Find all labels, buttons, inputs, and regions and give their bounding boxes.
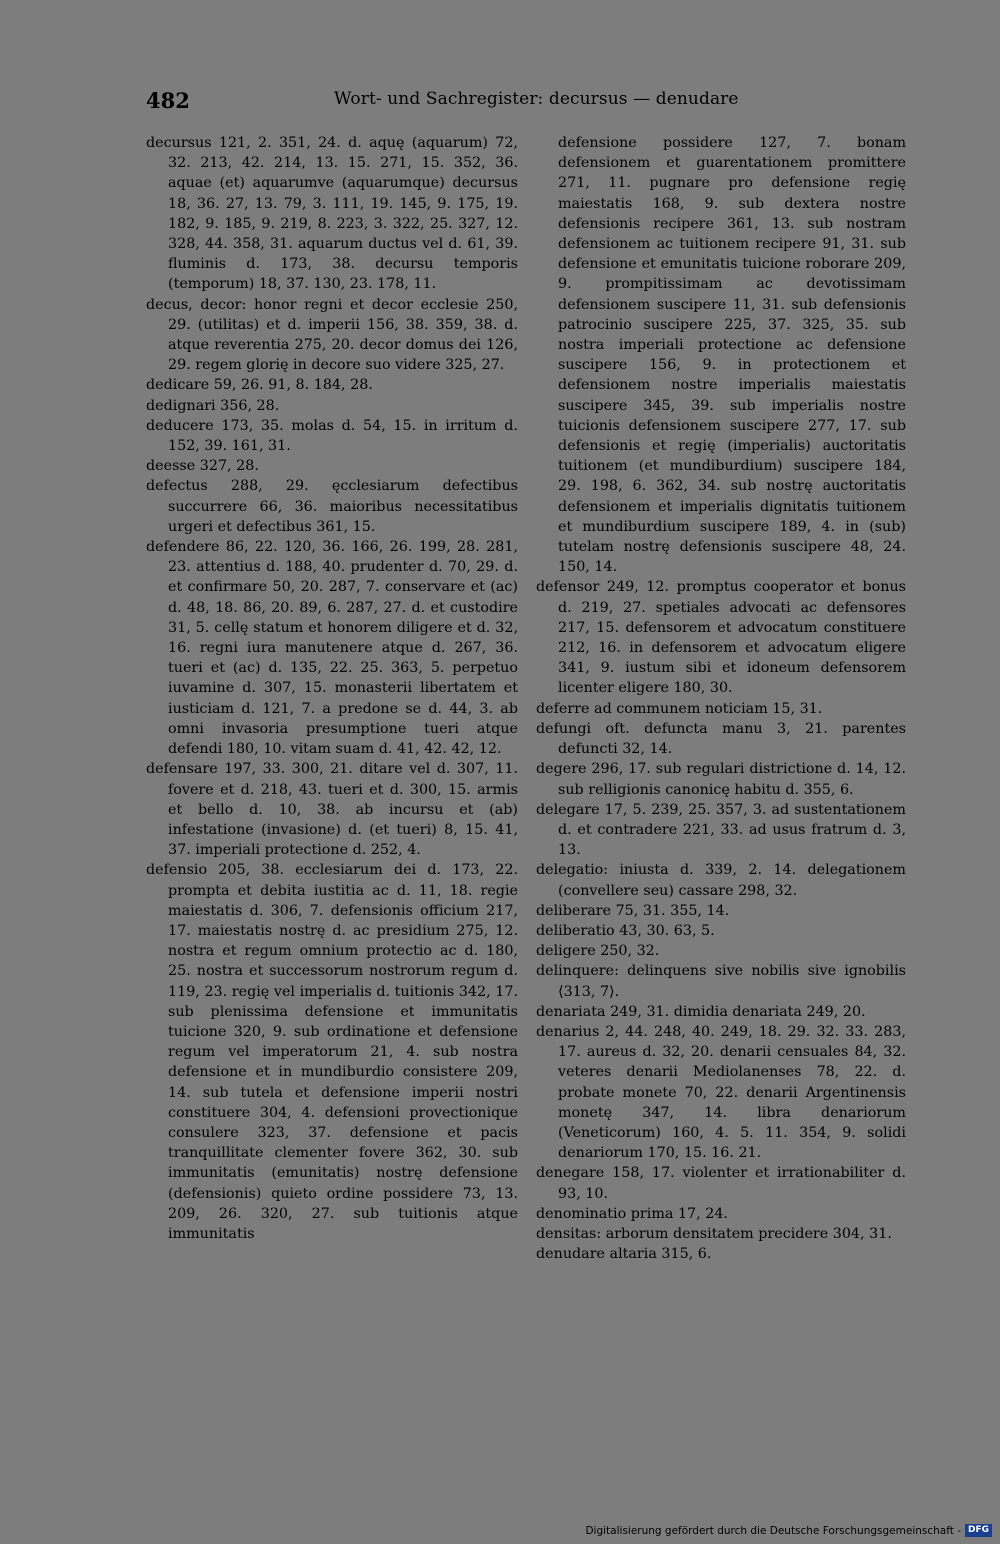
- index-entry: defensare 197, 33. 300, 21. ditare vel d. 307, 11. fovere et d. 218, 43. tueri et d. 300, 15. armis et bello d. 10, 38. ab incursu et (ab) infestatione (invasione) d. (et tueri) 8, 15. 41, 37. imperiali protectione d. 252, 4.: [146, 761, 518, 859]
- index-entry: defectus 288, 29. ęcclesiarum defectibus succurrere 66, 36. maioribus necessitatibus urgeri et defectibus 361, 15.: [146, 478, 518, 535]
- right-column: [536, 133, 906, 1264]
- index-entry: deesse 327, 28.: [146, 458, 259, 475]
- index-entry: denudare altaria 315, 6.: [536, 1246, 712, 1263]
- index-entry: denominatio prima 17, 24.: [536, 1205, 728, 1222]
- index-entry: delegatio: iniusta d. 339, 2. 14. delegationem (convellere seu) cassare 298, 32.: [536, 862, 906, 899]
- index-entry: defungi oft. defuncta manu 3, 21. parentes defuncti 32, 14.: [536, 720, 906, 758]
- index-entry: delegare 17, 5. 239, 25. 357, 3. ad sustentationem d. et contradere 221, 33. ad usus fratrum d. 3, 13.: [536, 801, 906, 859]
- dfg-logo: DFG: [965, 1524, 992, 1537]
- index-entry: delinquere: delinquens sive nobilis sive ignobilis ⟨313, 7⟩.: [536, 963, 906, 1000]
- index-entry: denarius 2, 44. 248, 40. 249, 18. 29. 32. 33. 283, 17. aureus d. 32, 20. denarii censuales 84, 32. veteres denarii Mediolanenses 78, 22. d. probate monete 70, 22. denarii Argentinensis monetę 347, 14. libra denariorum (Veneticorum) 160, 4. 5. 11. 354, 9. solidi denariorum 170, 15. 16. 21.: [536, 1023, 906, 1162]
- left-column: [146, 133, 518, 1244]
- index-entry: dedicare 59, 26. 91, 8. 184, 28.: [146, 377, 373, 394]
- index-entry: defendere 86, 22. 120, 36. 166, 26. 199, 28. 281, 23. attentius d. 188, 40. prudenter d. 70, 29. d. et confirmare 50, 20. 287, 7. conservare et (ac) d. 48, 18. 86, 20. 89, 6. 287, 27. d. et custodire 31, 5. cellę statum et honorem diligere et d. 32, 16. regni iura manutenere atque d. 267, 36. tueri et (ac) d. 135, 22. 25. 363, 5. perpetuo iuvamine d. 307, 15. monasterii libertatem et iusticiam d. 121, 7. a predone se d. 44, 3. ab omni invasoria presumptione tueri atque defendi 180, 10. vitam suam d. 41, 42. 42, 12.: [146, 539, 518, 758]
- index-entry: defensor 249, 12. promptus cooperator et bonus d. 219, 27. spetiales advocati ac defensores 217, 15. defensorem et advocatum constituere 212, 16. in defensorem et advocatum eligere 341, 9. iustum sibi et idoneum defensorem licenter eligere 180, 30.: [536, 579, 906, 697]
- index-entry: decus, decor: honor regni et decor ecclesie 250, 29. (utilitas) et d. imperii 156, 38. 359, 38. d. atque reverentia 275, 20. decor domus dei 126, 29. regem glorię in decore suo videre 325, 27.: [146, 296, 518, 374]
- index-entry: defensio 205, 38. ecclesiarum dei d. 173, 22. prompta et debita iustitia ac d. 11, 18. regie maiestatis d. 306, 7. defensionis officium 217, 17. maiestatis nostrę d. ac presidium 275, 12. nostra et regum omnium protectio ac d. 180, 25. nostra et successorum nostrorum regum d. 119, 23. regię vel imperialis d. tuitionis 342, 17. sub plenissima defensione et immunitatis tuicione 320, 9. sub ordinatione et defensione regum vel imperatorum 21, 4. sub nostra defensione et in mundiburdio consistere 209, 14. sub tutela et defensione imperii nostri constituere 304, 4. defensioni provectionique consulere 323, 37. defensione et pacis tranquillitate clementer fovere 362, 30. sub immunitatis (emunitatis) nostrę defensione (defensionis) quieto ordine possidere 73, 13. 209, 26. 320, 27. sub tuitionis atque immunitatis: [146, 862, 518, 1242]
- index-entry: deferre ad communem noticiam 15, 31.: [536, 700, 823, 717]
- credit-text: Digitalisierung gefördert durch die Deutsche Forschungsgemeinschaft -: [585, 1524, 961, 1537]
- index-entry: decursus 121, 2. 351, 24. d. aquę (aquarum) 72, 32. 213, 42. 214, 13. 15. 271, 15. 352, 36. aquae (et) aquarumve (aquarumque) decursus 18, 36. 27, 13. 79, 3. 111, 19. 145, 9. 175, 19. 182, 9. 185, 9. 219, 8. 223, 3. 322, 25. 327, 12. 328, 44. 358, 31. aquarum ductus vel d. 61, 39. fluminis d. 173, 38. decursu temporis (temporum) 18, 37. 130, 23. 178, 11.: [146, 135, 518, 293]
- page-number: 482: [146, 88, 190, 113]
- index-entry: degere 296, 17. sub regulari districtione d. 14, 12. sub relligionis canonicę habitu d. 355, 6.: [536, 761, 906, 798]
- running-head: Wort- und Sachregister: decursus — denudare: [334, 89, 739, 109]
- digitization-credit: [585, 1524, 992, 1537]
- index-entry: deliberatio 43, 30. 63, 5.: [536, 922, 715, 939]
- index-entry: denariata 249, 31. dimidia denariata 249, 20.: [536, 1003, 866, 1020]
- index-entry: densitas: arborum densitatem precidere 304, 31.: [536, 1225, 892, 1242]
- index-entry: deducere 173, 35. molas d. 54, 15. in irritum d. 152, 39. 161, 31.: [146, 417, 518, 455]
- index-entry: denegare 158, 17. violenter et irrationabiliter d. 93, 10.: [536, 1165, 906, 1202]
- index-entry-continued: defensione possidere 127, 7. bonam defensionem et guarentationem promittere 271, 11. pugnare pro defensione regię maiestatis 168, 9. sub dextera nostre defensionis recipere 361, 13. sub nostram defensionem ac tuitionem recipere 91, 31. sub defensione et emunitatis tuicione roborare 209, 9. prompitissimam ac devotissimam defensionem suscipere 11, 31. sub defensionis patrocinio suscipere 225, 37. 325, 35. sub nostra imperiali protectione ac defensione suscipere 156, 9. in protectionem et defensionem nostre imperialis maiestatis suscipere 345, 39. sub imperialis nostre tuicionis defensionem suscipere 277, 17. sub defensionis et regię (imperialis) auctoritatis tuitionem (et mundiburdium) suscipere 184, 29. 198, 6. 362, 34. sub nostrę auctoritatis defensionem et imperialis dignitatis tuitionem et mundiburdium suscipere 189, 4. in (sub) tutelam nostrę defensionis suscipere 48, 24. 150, 14.: [558, 135, 906, 576]
- index-entry: deligere 250, 32.: [536, 943, 660, 960]
- index-entry: deliberare 75, 31. 355, 14.: [536, 902, 730, 919]
- index-entry: dedignari 356, 28.: [146, 397, 280, 414]
